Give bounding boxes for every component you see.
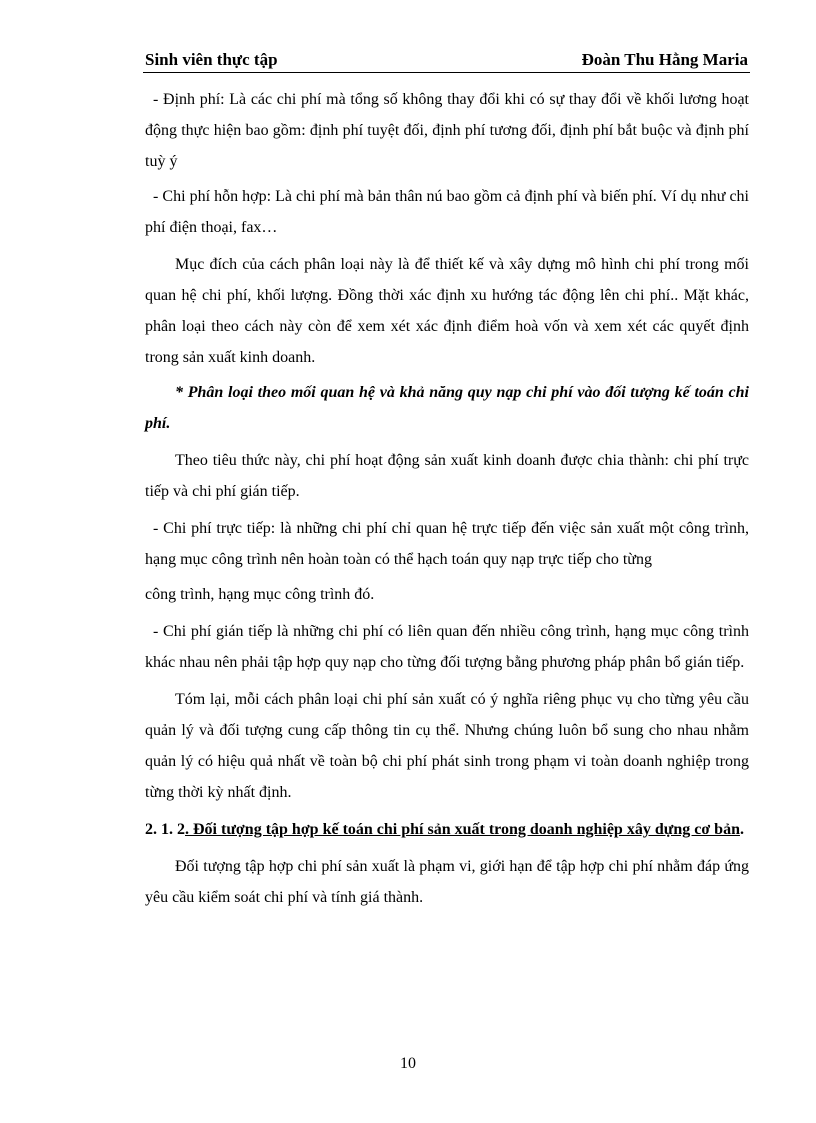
paragraph-direct-cost: - Chi phí trực tiếp: là những chi phí chỉ quan hệ trực tiếp đến việc sản xuất một công trình, hạng mục công trình nên hoàn toàn có thể hạch toán quy nạp trực tiếp cho từng [145,520,749,568]
paragraph-criteria: Theo tiêu thức này, chi phí hoạt động sản xuất kinh doanh được chia thành: chi phí trực tiếp và chi phí gián tiếp. [145,452,749,500]
header-right: Đoàn Thu Hằng Maria [581,50,748,69]
page-header [143,48,750,73]
section-heading [145,814,749,845]
section-end: . [739,821,744,838]
paragraph-purpose: Mục đích của cách phân loại này là để thiết kế và xây dựng mô hình chi phí trong mối quan hệ chi phí, khối lượng. Đồng thời xác định xu hướng tác động lên chi phí.. Mặt khác, phân loại theo cách này còn để xem xét xác định điểm hoà vốn và xem xét các quyết định trong sản xuất kinh doanh. [145,256,749,366]
paragraph-classification-heading: * Phân loại theo mối quan hệ và khả năng quy nạp chi phí vào đối tượng kế toán chi phí. [145,384,749,432]
paragraph-direct-cost-cont: công trình, hạng mục công trình đó. [145,586,375,603]
paragraph-definition: Đối tượng tập hợp chi phí sản xuất là phạm vi, giới hạn để tập hợp chi phí nhằm đáp ứng yêu cầu kiểm soát chi phí và tính giá thành. [145,858,749,906]
page-number: 10 [400,1055,416,1072]
paragraph-indirect-cost: - Chi phí gián tiếp là những chi phí có liên quan đến nhiều công trình, hạng mục công trình khác nhau nên phải tập hợp quy nạp cho từng đối tượng bằng phương pháp phân bổ gián tiếp. [145,623,749,671]
page-body [145,84,749,913]
paragraph-summary: Tóm lại, mỗi cách phân loại chi phí sản xuất có ý nghĩa riêng phục vụ cho từng yêu cầu quản lý và đối tượng cung cấp thông tin cụ thể. Nhưng chúng luôn bổ sung cho nhau nhằm quản lý có hiệu quả nhất về toàn bộ chi phí phát sinh trong phạm vi toàn doanh nghiệp trong từng thời kỳ nhất định. [145,691,749,801]
paragraph-mixed-cost: - Chi phí hỗn hợp: Là chi phí mà bản thân nú bao gồm cả định phí và biến phí. Ví dụ như chi phí điện thoại, fax… [145,188,749,236]
section-number: 2. 1. 2 [145,821,185,838]
header-left: Sinh viên thực tập [145,50,278,69]
paragraph-fixed-cost: - Định phí: Là các chi phí mà tổng số không thay đổi khi có sự thay đổi về khối lương hoạt động thực hiện bao gồm: định phí tuyệt đối, định phí tương đối, định phí bắt buộc và định phí tuỳ ý [145,91,749,170]
section-title: . Đối tượng tập hợp kế toán chi phí sản xuất trong doanh nghiệp xây dựng cơ bản [185,821,740,838]
